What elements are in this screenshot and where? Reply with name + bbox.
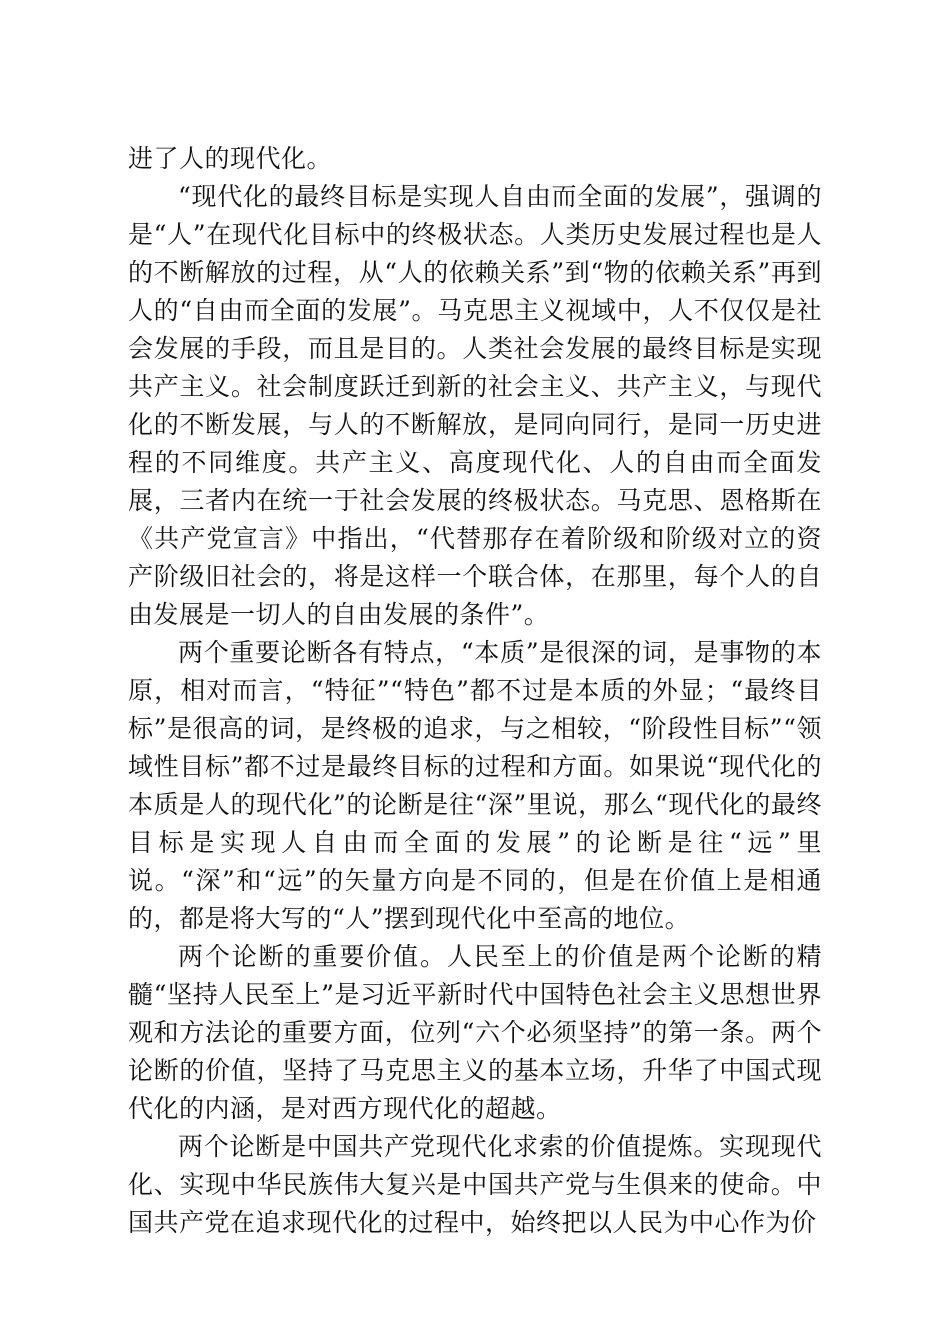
paragraph-two-judgments-features: 两个重要论断各有特点，“本质”是很深的词，是事物的本原，相对而言，“特征”“特色”都不过是本质的外显；“最终目标”是很高的词，是终极的追求，与之相较，“阶段性目标”“领域性目标”都不过是最终目标的过程和方面。如果说“现代化的本质是人的现代化”的论断是往“深”里说，那么“现代化的最终目标是实现人自由而全面的发展”的论断是往“远”里说。“深”和“远”的矢量方向是不同的，但是在价值上是相通的，都是将大写的“人”摆到现代化中至高的地位。 <box>128 638 822 933</box>
document-page <box>128 140 822 1242</box>
paragraph-important-value: 两个论断的重要价值。人民至上的价值是两个论断的精髓“坚持人民至上”是习近平新时代中国特色社会主义思想世界观和方法论的重要方面，位列“六个必须坚持”的第一条。两个论断的价值，坚持了马克思主义的基本立场，升华了中国式现代化的内涵，是对西方现代化的超越。 <box>128 942 822 1123</box>
paragraph-continuation: 进了人的现代化。 <box>128 144 333 173</box>
paragraph-ultimate-goal: “现代化的最终目标是实现人自由而全面的发展”，强调的是“人”在现代化目标中的终极状态。人类历史发展过程也是人的不断解放的过程，从“人的依赖关系”到“物的依赖关系”再到人的“自由而全面的发展”。马克思主义视域中，人不仅仅是社会发展的手段，而且是目的。人类社会发展的最终目标是实现共产主义。社会制度跃迁到新的社会主义、共产主义，与现代化的不断发展，与人的不断解放，是同向同行，是同一历史进程的不同维度。共产主义、高度现代化、人的自由而全面发展，三者内在统一于社会发展的终极状态。马克思、恩格斯在《共产党宣言》中指出，“代替那存在着阶级和阶级对立的资产阶级旧社会的，将是这样一个联合体，在那里，每个人的自由发展是一切人的自由发展的条件”。 <box>128 182 822 629</box>
paragraph-value-refinement: 两个论断是中国共产党现代化求索的价值提炼。实现现代化、实现中华民族伟大复兴是中国共产党与生俱来的使命。中国共产党在追求现代化的过程中，始终把以人民为中心作为价 <box>128 1132 822 1237</box>
